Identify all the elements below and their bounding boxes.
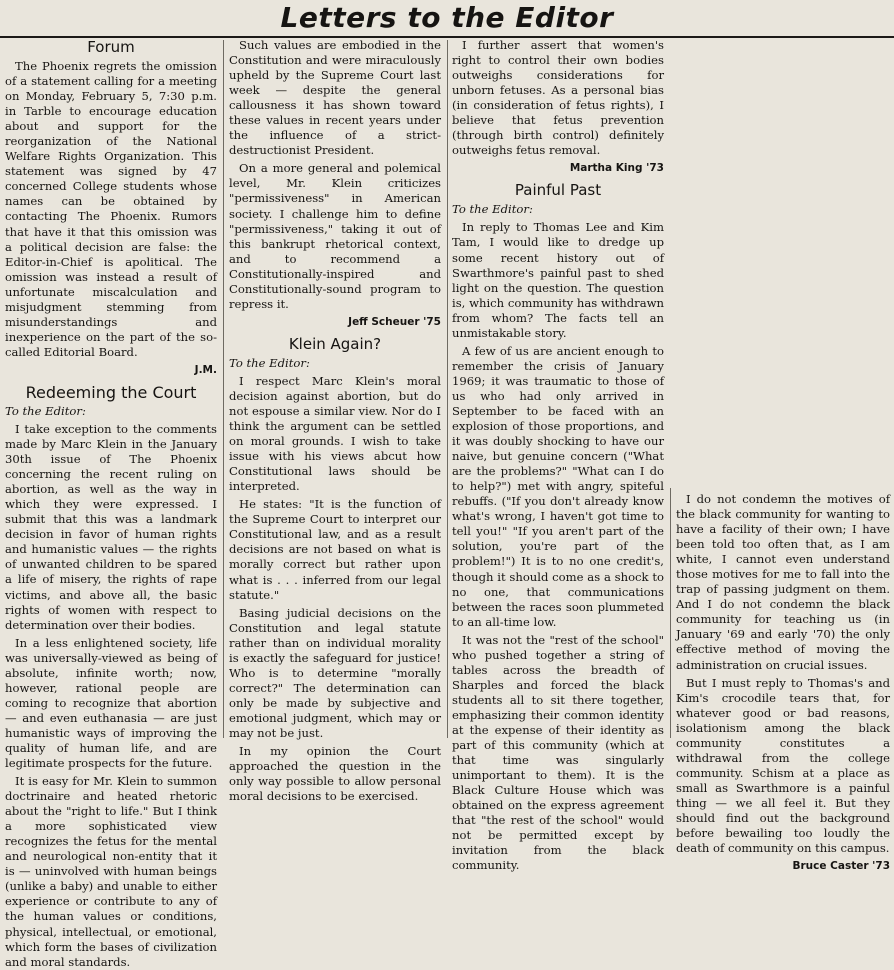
letter-paragraph: Such values are embodied in the Constitution and were miraculously upheld by the Supreme Court last week — despite the general callousness it has shown toward these values in recent years under the influence of a strict-destructionist President. [229, 38, 441, 158]
column-divider [223, 40, 224, 738]
letter-paragraph: In a less enlightened society, life was universally-viewed as being of absolute, infinite worth; now, however, rational people are coming to recognize that abortion — and even euthanasia — are just humanistic ways of improving the quality of human life, and are legitimate prospects for the future. [5, 635, 217, 771]
page-title: Letters to the Editor [280, 1, 614, 34]
letter-paragraph: I respect Marc Klein's moral decision against abortion, but do not espouse a similar view. Nor do I think the argument can be settled on moral grounds. I wish to take issue with his views abcut how Constitutional laws should be interpreted. [229, 373, 441, 494]
column-divider [670, 488, 671, 738]
letter-painful-past [452, 181, 664, 873]
letter-paragraph: In reply to Thomas Lee and Kim Tam, I would like to dredge up some recent history out of Swarthmore's painful past to shed light on the question. The question is, which community has withdrawn from whom? The facts tell an unmistakable story. [452, 220, 664, 340]
letter-paragraph: But I must reply to Thomas's and Kim's crocodile tears that, for whatever good or bad reasons, isolationism among the black community constitutes a withdrawal from the college community. Schism at a place as small as Swarthmore is a painful thing — we all feel it. But they should find out the background before bewailing too loudly the death of community on this campus. [676, 675, 890, 856]
letter-klein-again [229, 335, 441, 804]
column-4 [676, 492, 890, 873]
letter-signature: Martha King '73 [569, 162, 664, 175]
letter-paragraph: I further assert that women's right to control their own bodies outweighs considerations for unborn fetuses. As a personal bias (in consideration of fetus rights), I believe that fetus prevention (through birth control) definitely outweighs fetus removal. [452, 38, 664, 158]
letter-signature: J.M. [194, 363, 217, 376]
letter-paragraph: A few of us are ancient enough to remember the crisis of January 1969; it was traumatic to those of us who had only arrived in September to be faced with an explosion of those proportions, and it was doubly shocking to have our naive, but genuine concern ("What are the problems?" "What can I do to help?") met with angry, spiteful rebuffs. ("If you don't already know what's wrong, I haven't got time to tell you!" "If you aren't part of the solution, you're part of the problem!") It is to no one credit's, though it should come as a shock to no one, that communications between the races soon plummeted to an all-time low. [452, 343, 664, 629]
letter-paragraph: On a more general and polemical level, Mr. Klein criticizes "permissiveness" in American society. I challenge him to define "permissiveness," taking it out of this bankrupt rhetorical context, and to recommend a Constitutionally-inspired and Constitutionally-sound program to repress it. [229, 161, 441, 311]
letter-forum [5, 38, 217, 378]
page-banner [0, 0, 894, 38]
letter-signature: Bruce Caster '73 [792, 860, 890, 873]
letter-paragraph: It is easy for Mr. Klein to summon doctrinaire and heated rhetoric about the "right to life." But I think a more sophisticated view recognizes the fetus for the mental and neurological non-entity that it is — uninvolved with human beings (unlike a baby) and unable to either experience or contribute to any of the human values or conditions, physical, intellectual, or emotional, which form the bases of civilization and moral standards. [5, 774, 217, 969]
letter-salutation: To the Editor: [452, 202, 533, 217]
letter-paragraph: The Phoenix regrets the omission of a statement calling for a meeting on Monday, February 5, 7:30 p.m. in Tarble to encourage education about and support for the reorganization of the National Welfare Rights Organization. This statement was signed by 47 concerned College students whose names can be obtained by contacting The Phoenix. Rumors that have it that this omission was a political decision are false: the Editor-in-Chief is apolitical. The omission was instead a result of unfortunate miscalculation and misjudgment stemming from misunderstandings and inexperience on the part of the so-called Editorial Board. [5, 59, 217, 359]
letter-paragraph: I do not condemn the motives of the black community for wanting to have a facility of their own; I have been told too often that, as I am white, I cannot even understand those motives for me to fall into the trap of passing judgment on them. And I do not condemn the black community for teaching us (in January '69 and early '70) the only effective method of moving the administration on crucial issues. [676, 492, 890, 672]
letter-heading: Klein Again? [288, 334, 382, 353]
letter-redeeming-the-court [5, 383, 217, 970]
column-2 [229, 38, 441, 804]
letter-heading: Forum [87, 38, 135, 56]
letter-salutation: To the Editor: [229, 355, 310, 370]
letter-heading: Redeeming the Court [25, 382, 197, 402]
letter-paragraph: I take exception to the comments made by Marc Klein in the January 30th issue of The Phoenix concerning the recent ruling on abortion, as well as the way in which they were expressed. I submit that this was a landmark decision in favor of human rights and humanistic values — the rights of unwanted children to be spared a life of misery, the rights of rape victims, and above all, the basic rights of women with respect to determination over their bodies. [5, 421, 217, 632]
letter-paragraph: Basing judicial decisions on the Constitution and legal statute rather than on individual morality is exactly the safeguard for justice! Who is to determine "morally correct?" The determination can only be made by subjective and emotional judgment, which may or may not be just. [229, 605, 441, 740]
letter-salutation: To the Editor: [5, 403, 86, 418]
letter-paragraph: In my opinion the Court approached the question in the only way possible to allow personal moral decisions to be exercised. [229, 744, 441, 804]
letter-heading: Painful Past [514, 181, 602, 200]
column-1 [5, 38, 217, 969]
column-3 [452, 38, 664, 873]
letter-paragraph: It was not the "rest of the school" who pushed together a string of tables across the breadth of Sharples and forced the black students all to sit there together, emphasizing their common identity at the expense of their identity as part of this community (which at that time was singularly unimportant to them). It is the Black Culture House which was obtained on the express agreement that "the rest of the school" would not be permitted except by invitation from the black community. [452, 632, 664, 873]
letter-paragraph: He states: "It is the function of the Supreme Court to interpret our Constitutional law, and as a result decisions are not based on what is morally correct but rather upon what is . . . inferred from our legal statute." [229, 497, 441, 602]
column-divider [447, 40, 448, 738]
letter-signature: Jeff Scheuer '75 [348, 315, 441, 328]
